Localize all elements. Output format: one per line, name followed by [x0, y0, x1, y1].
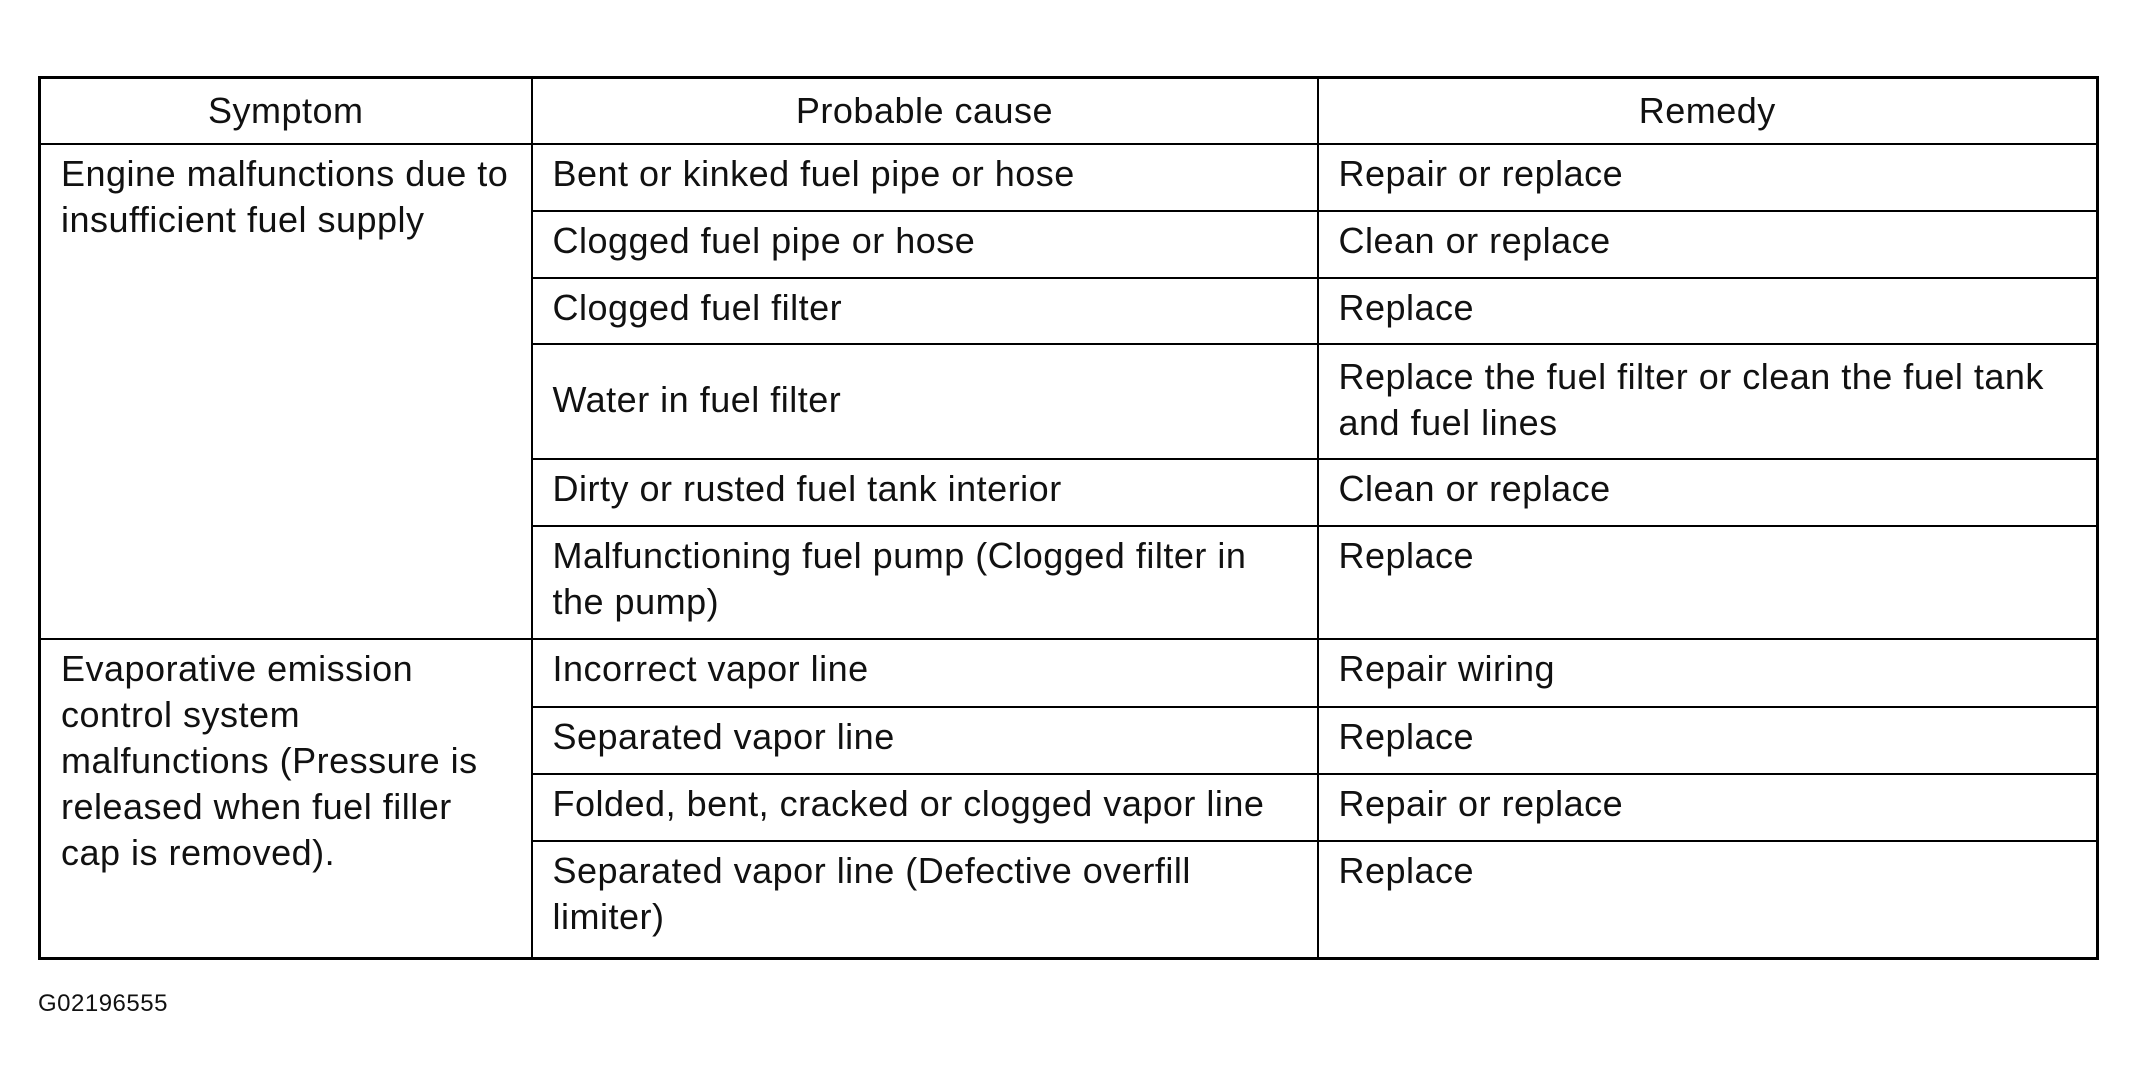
symptom-cell: Evaporative emission control system malfunctions (Pressure is released when fuel filler cap is removed).	[40, 639, 532, 958]
cause-cell: Dirty or rusted fuel tank interior	[532, 459, 1318, 526]
cause-cell: Separated vapor line (Defective overfill limiter)	[532, 841, 1318, 958]
header-probable-cause: Probable cause	[532, 78, 1318, 145]
table-row	[40, 144, 2098, 211]
figure-code: G02196555	[38, 990, 168, 1017]
remedy-cell: Replace	[1318, 707, 2098, 774]
troubleshooting-table	[38, 76, 2099, 960]
cause-cell: Folded, bent, cracked or clogged vapor line	[532, 774, 1318, 841]
symptom-cell: Engine malfunctions due to insufficient fuel supply	[40, 144, 532, 639]
cause-cell: Clogged fuel pipe or hose	[532, 211, 1318, 278]
cause-cell: Separated vapor line	[532, 707, 1318, 774]
header-row	[40, 78, 2098, 145]
cause-cell: Bent or kinked fuel pipe or hose	[532, 144, 1318, 211]
remedy-cell: Replace the fuel filter or clean the fuel tank and fuel lines	[1318, 344, 2098, 459]
cause-cell: Clogged fuel filter	[532, 278, 1318, 344]
remedy-cell: Repair wiring	[1318, 639, 2098, 707]
cause-cell: Water in fuel filter	[532, 344, 1318, 459]
header-symptom: Symptom	[40, 78, 532, 145]
header-remedy: Remedy	[1318, 78, 2098, 145]
remedy-cell: Clean or replace	[1318, 211, 2098, 278]
remedy-cell: Replace	[1318, 526, 2098, 639]
remedy-cell: Replace	[1318, 841, 2098, 958]
cause-cell: Malfunctioning fuel pump (Clogged filter in the pump)	[532, 526, 1318, 639]
remedy-cell: Repair or replace	[1318, 774, 2098, 841]
cause-cell: Incorrect vapor line	[532, 639, 1318, 707]
remedy-cell: Clean or replace	[1318, 459, 2098, 526]
remedy-cell: Repair or replace	[1318, 144, 2098, 211]
table-row	[40, 639, 2098, 707]
remedy-cell: Replace	[1318, 278, 2098, 344]
